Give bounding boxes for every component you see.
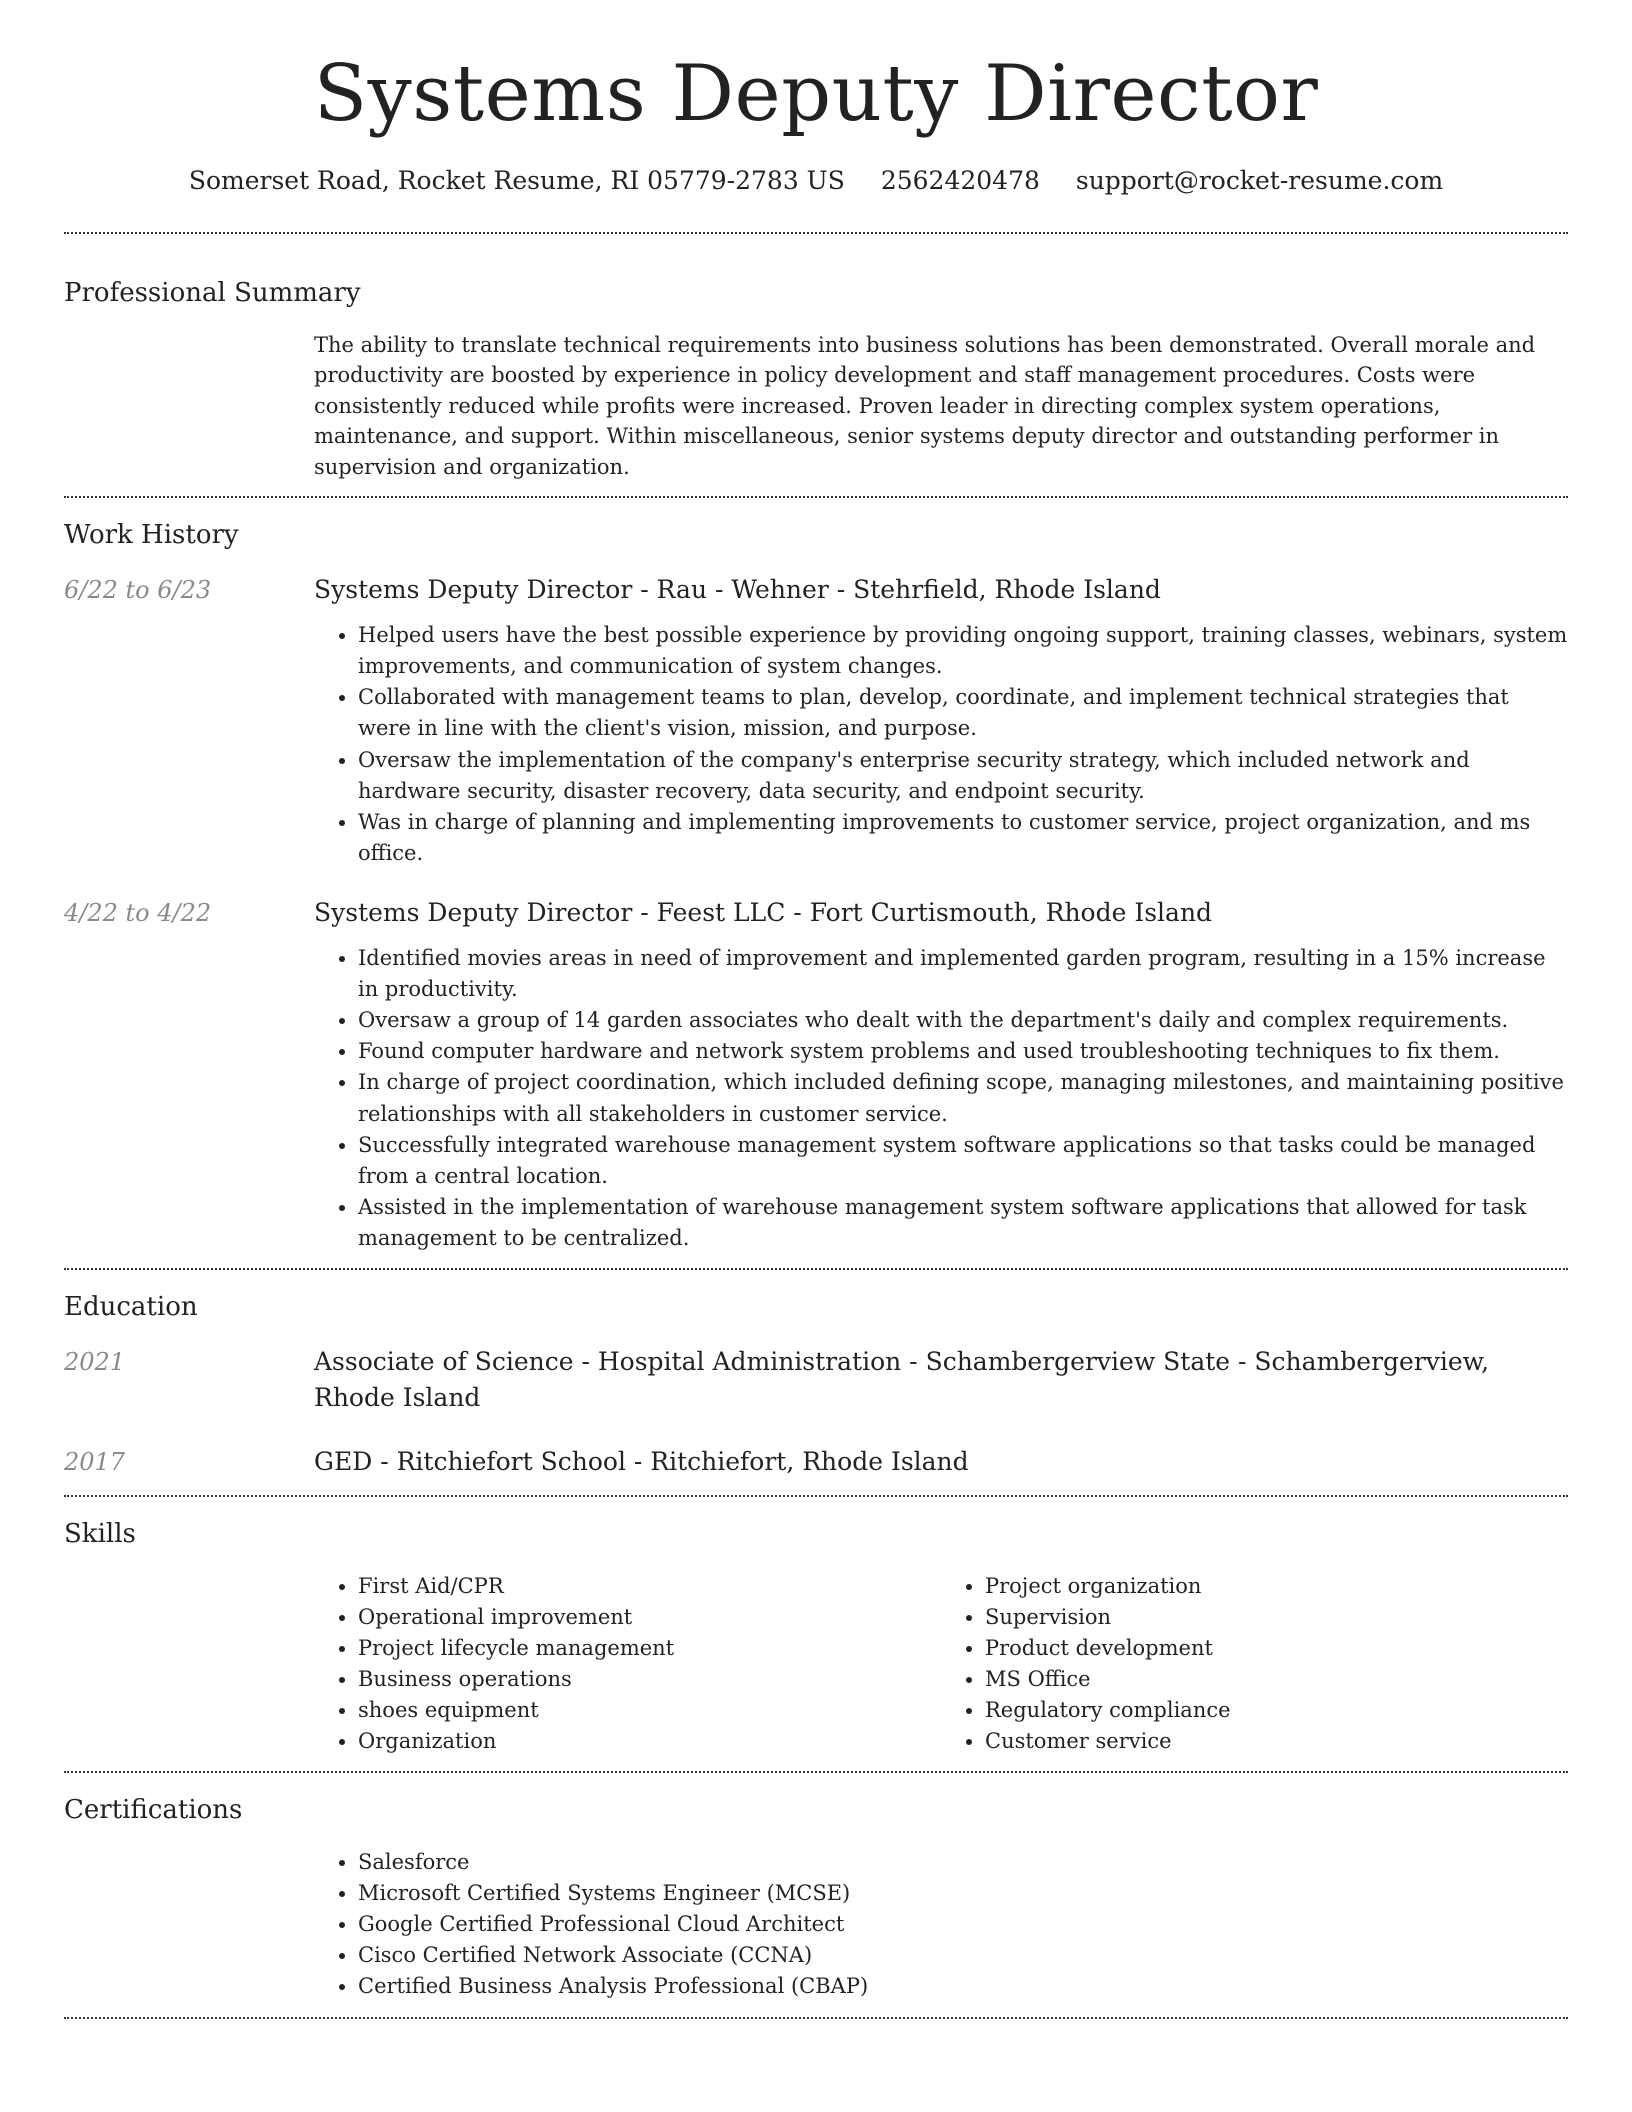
- contact-line: [64, 166, 1568, 196]
- education-details: [314, 1344, 1568, 1417]
- resume-header: [64, 0, 1568, 196]
- education-details: [314, 1444, 1568, 1480]
- skills-list-left: [314, 1571, 941, 1757]
- summary-row: [64, 330, 1568, 482]
- job-dates: 6/22 to 6/23: [64, 575, 212, 604]
- skills-section: [64, 1497, 1568, 1771]
- contact-address: Somerset Road, Rocket Resume, RI 05779-2783 US: [188, 165, 845, 195]
- education-year: 2021: [64, 1347, 126, 1376]
- job-bullet: • Helped users have the best possible experience by providing ongoing support, training classes, webinars, system improvements, and communication of system changes.: [358, 620, 1568, 682]
- education-heading-line: [314, 1444, 1568, 1480]
- certifications-body: [314, 1847, 1568, 2002]
- skill-item: • Organization: [358, 1726, 941, 1757]
- job-dates: 4/22 to 4/22: [64, 898, 212, 927]
- summary-body: [314, 330, 1568, 482]
- education-year: 2017: [64, 1448, 126, 1477]
- job-bullet: • In charge of project coordination, which included defining scope, managing milestones, and maintaining positive relationships with all stakeholders in customer service.: [358, 1067, 1568, 1129]
- certification-item: • Salesforce: [358, 1847, 1568, 1878]
- job-bullet: • Collaborated with management teams to plan, develop, coordinate, and implement technical strategies that were in line with the client's vision, mission, and purpose.: [358, 682, 1568, 744]
- job-bullet: • Oversaw a group of 14 garden associates who dealt with the department's daily and complex requirements.: [358, 1005, 1568, 1036]
- job-bullet: • Found computer hardware and network system problems and used troubleshooting techniques to fix them.: [358, 1036, 1568, 1067]
- job-bullet: • Identified movies areas in need of improvement and implemented garden program, resulting in a 15% increase in productivity.: [358, 943, 1568, 1005]
- job-entry: [64, 895, 1568, 1254]
- education-degree: Associate of Science - Hospital Administration: [314, 1346, 902, 1376]
- job-heading: Systems Deputy Director - Rau - Wehner - Stehrfield, Rhode Island: [314, 574, 1161, 604]
- skill-item: • Customer service: [985, 1726, 1568, 1757]
- education-school: - Schambergerview State - Schambergerview, Rhode Island: [314, 1346, 1490, 1413]
- certification-item: • Google Certified Professional Cloud Architect: [358, 1909, 1568, 1940]
- skills-row: [64, 1571, 1568, 1757]
- skills-list-right: [941, 1571, 1568, 1757]
- job-bullets: [314, 943, 1568, 1254]
- contact-phone: 2562420478: [880, 165, 1040, 195]
- skills-heading: Skills: [64, 1518, 136, 1549]
- skill-item: • Project lifecycle management: [358, 1633, 941, 1664]
- skill-item: • Project organization: [985, 1571, 1568, 1602]
- skill-item: • First Aid/CPR: [358, 1571, 941, 1602]
- job-heading: Systems Deputy Director - Feest LLC - Fort Curtismouth, Rhode Island: [314, 897, 1213, 927]
- skill-item: • shoes equipment: [358, 1695, 941, 1726]
- education-entry: [64, 1444, 1568, 1480]
- work-history-heading: Work History: [64, 519, 239, 550]
- job-bullet: • Assisted in the implementation of warehouse management system software applications that allowed for task management to be centralized.: [358, 1192, 1568, 1254]
- job-details: [314, 895, 1568, 1254]
- job-bullets: [314, 620, 1568, 869]
- skill-item: • Business operations: [358, 1664, 941, 1695]
- skill-item: • MS Office: [985, 1664, 1568, 1695]
- job-bullet: • Successfully integrated warehouse management system software applications so that tasks could be managed from a central location.: [358, 1130, 1568, 1192]
- job-entry: [64, 572, 1568, 869]
- certifications-heading: Certifications: [64, 1795, 243, 1826]
- skill-item: • Regulatory compliance: [985, 1695, 1568, 1726]
- job-bullet: • Was in charge of planning and implementing improvements to customer service, project organization, and ms office.: [358, 807, 1568, 869]
- job-bullet: • Oversaw the implementation of the company's enterprise security strategy, which included network and hardware security, disaster recovery, data security, and endpoint security.: [358, 745, 1568, 807]
- summary-heading: Professional Summary: [64, 277, 361, 308]
- education-heading: Education: [64, 1291, 198, 1322]
- skills-columns: [314, 1571, 1568, 1757]
- section-divider: [64, 2017, 1568, 2019]
- education-school: - Ritchiefort School - Ritchiefort, Rhode Island: [372, 1447, 969, 1477]
- work-history-section: [64, 498, 1568, 1268]
- skill-item: • Product development: [985, 1633, 1568, 1664]
- education-degree: GED: [314, 1447, 373, 1477]
- certifications-section: [64, 1773, 1568, 2016]
- candidate-name: Systems Deputy Director: [313, 49, 1319, 139]
- job-details: [314, 572, 1568, 869]
- summary-text: The ability to translate technical requirements into business solutions has been demonstrated. Overall morale and productivity are boosted by experience in policy development and staff management procedures. Costs were consistently reduced while profits were increased. Proven leader in directing complex system operations, maintenance, and support. Within miscellaneous, senior systems deputy director and outstanding performer in supervision and organization.: [314, 332, 1536, 479]
- certifications-list: [314, 1847, 1568, 2002]
- education-section: [64, 1270, 1568, 1495]
- contact-email: support@rocket-resume.com: [1075, 165, 1444, 195]
- certification-item: • Cisco Certified Network Associate (CCNA): [358, 1940, 1568, 1971]
- skill-item: • Supervision: [985, 1602, 1568, 1633]
- certification-item: • Certified Business Analysis Professional (CBAP): [358, 1971, 1568, 2002]
- summary-section: [64, 234, 1568, 496]
- skill-item: • Operational improvement: [358, 1602, 941, 1633]
- certifications-row: [64, 1847, 1568, 2002]
- education-heading-line: [314, 1344, 1568, 1417]
- education-entry: [64, 1344, 1568, 1417]
- certification-item: • Microsoft Certified Systems Engineer (MCSE): [358, 1878, 1568, 1909]
